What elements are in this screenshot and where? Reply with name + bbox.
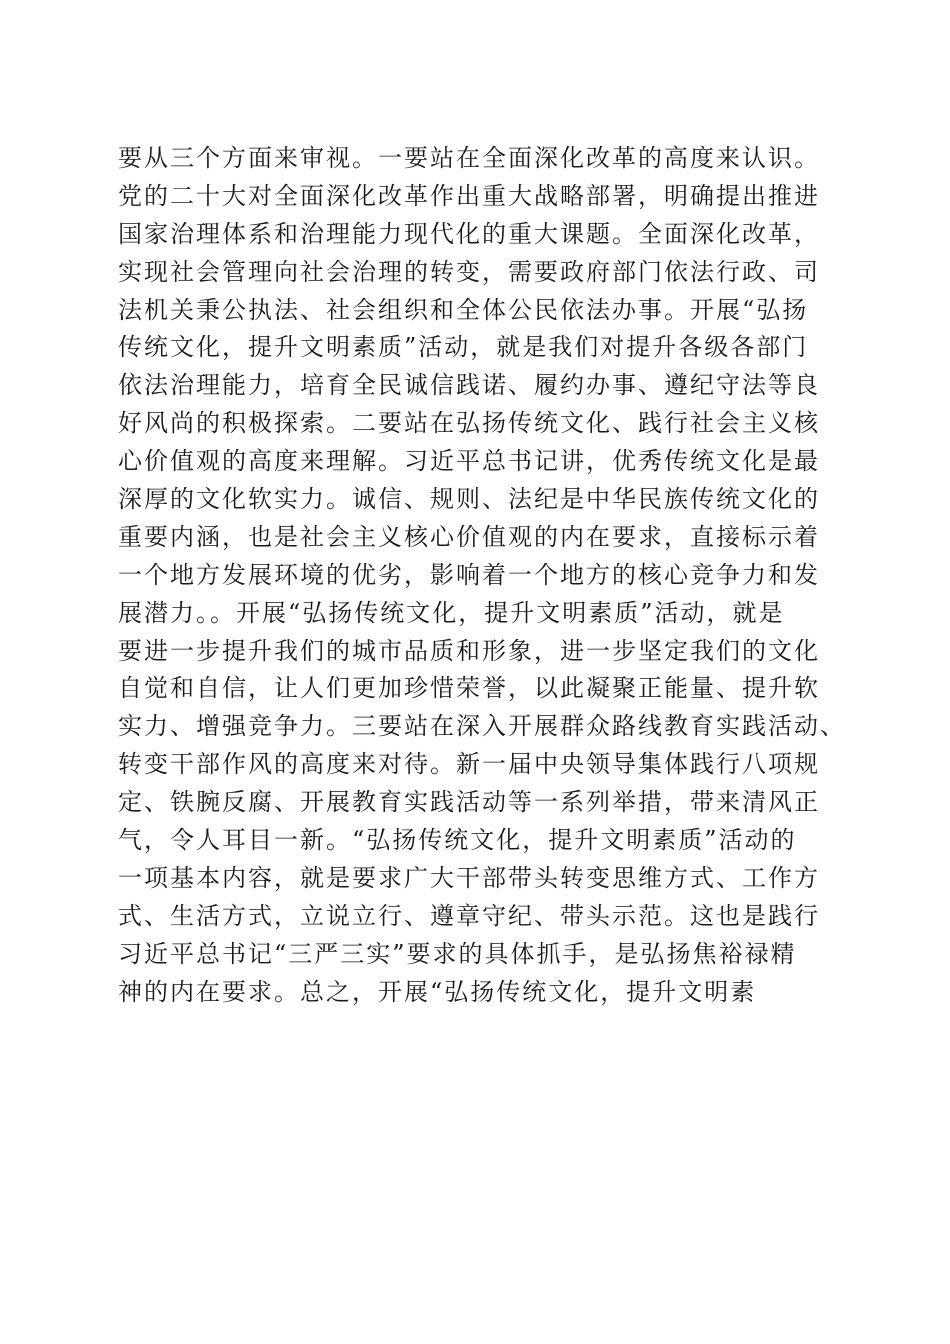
text-line: 党的二十大对全面深化改革作出重大战略部署，明确提出推进 [118,181,820,210]
text-line: 传统文化，提升文明素质”活动，就是我们对提升各级各部门 [118,333,809,362]
text-line: 展潜力。。开展“弘扬传统文化，提升文明素质”活动，就是 [118,598,785,627]
text-line: 心价值观的高度来理解。习近平总书记讲，优秀传统文化是最 [118,447,820,476]
text-line: 要从三个方面来审视。一要站在全面深化改革的高度来认识。 [118,144,820,172]
text-line: 实力、增强竞争力。三要站在深入开展群众路线教育实践活动、 [118,712,846,741]
text-line: 自觉和自信，让人们更加珍惜荣誉，以此凝聚正能量、提升软 [118,674,820,703]
text-line: 一项基本内容，就是要求广大干部带头转变思维方式、工作方 [118,863,820,892]
text-line: 一个地方发展环境的优劣，影响着一个地方的核心竞争力和发 [118,560,820,589]
text-line: 国家治理体系和治理能力现代化的重大课题。全面深化改革， [118,219,820,248]
text-line: 好风尚的积极探索。二要站在弘扬传统文化、践行社会主义核 [118,409,820,438]
text-line: 深厚的文化软实力。诚信、规则、法纪是中华民族传统文化的 [118,485,820,514]
text-line: 依法治理能力，培育全民诚信践诺、履约办事、遵纪守法等良 [118,371,820,400]
text-line: 法机关秉公执法、社会组织和全体公民依法办事。开展“弘扬 [118,295,809,324]
text-line: 要进一步提升我们的城市品质和形象，进一步坚定我们的文化 [118,636,820,665]
text-line: 气，令人耳目一新。“弘扬传统文化，提升文明素质”活动的 [118,826,797,855]
text-line: 习近平总书记“三严三实”要求的具体抓手，是弘扬焦裕禄精 [118,939,797,968]
text-line: 重要内涵，也是社会主义核心价值观的内在要求，直接标示着 [118,522,820,551]
text-line: 神的内在要求。总之，开展“弘扬传统文化，提升文明素 [118,977,757,1006]
text-line: 转变干部作风的高度来对待。新一届中央领导集体践行八项规 [118,750,820,779]
text-line: 实现社会管理向社会治理的转变，需要政府部门依法行政、司 [118,257,820,286]
text-line: 式、生活方式，立说立行、遵章守纪、带头示范。这也是践行 [118,901,820,930]
text-line: 定、铁腕反腐、开展教育实践活动等一系列举措，带来清风正 [118,788,820,817]
body-text [118,140,853,1011]
